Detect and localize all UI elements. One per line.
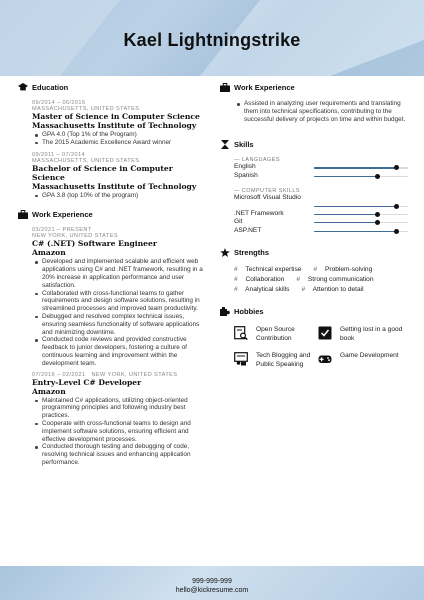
strength-item: # Strong communication — [296, 275, 374, 283]
hobbies-heading: Hobbies — [220, 306, 410, 318]
skill-level-marker — [375, 220, 380, 225]
language-skills — [220, 163, 410, 180]
work-bullet: Conducted thorough testing and debugging of code, resolving technical issues and enhancing application performance. — [42, 443, 206, 466]
work-continued-heading: Work Experience — [220, 82, 410, 94]
skill-name: .NET Framework — [234, 209, 284, 217]
skill-level-fill — [314, 176, 378, 177]
skill-level-bar — [314, 206, 408, 207]
hobby-item: Open Source Contribution — [234, 326, 324, 356]
education-heading: Education — [18, 82, 206, 94]
skill-level-marker — [394, 165, 399, 170]
hobby-item: Getting lost in a good book — [318, 326, 408, 356]
skill-row — [234, 218, 410, 227]
work-bullet: Conducted code reviews and provided constructive feedback to junior developers, fostering a culture of continuous learning and improvement within the development team. — [42, 336, 206, 367]
hourglass-icon — [220, 140, 230, 149]
company-name: Amazon — [32, 248, 66, 258]
work-bullet: Debugged and resolved complex technical issues, ensuring seamless functionality of software applications and minimizing downtime. — [42, 313, 206, 336]
skill-level-fill — [314, 167, 397, 168]
phone-number: 999-999-999 — [192, 578, 232, 585]
footer-banner — [0, 566, 424, 600]
skill-name: Git — [234, 218, 243, 226]
hobby-item: Tech Blogging and Public Speaking — [234, 352, 324, 382]
skill-level-fill — [314, 206, 397, 207]
education-dates: 09/2011 – 07/2014 — [32, 151, 86, 158]
strength-item: # Collaboration — [234, 275, 285, 283]
skill-row — [234, 172, 410, 181]
gamepad-icon — [318, 352, 332, 366]
skill-level-bar — [314, 167, 408, 168]
company-name: Amazon — [32, 386, 66, 396]
job-title: C# (.NET) Software Engineer — [32, 239, 157, 249]
star-icon — [220, 248, 230, 257]
skill-row — [234, 163, 410, 172]
skill-level-bar — [314, 231, 408, 232]
hobby-item: Game Development — [318, 352, 408, 382]
computer-skills — [220, 194, 410, 236]
work-entry — [18, 372, 206, 467]
book-icon — [318, 326, 332, 340]
skill-level-fill — [314, 231, 397, 232]
work-location: NEW YORK, UNITED STATES — [32, 233, 118, 240]
work-entry — [18, 227, 206, 367]
blog-speech-icon — [234, 352, 248, 366]
work-bullet: Collaborated with cross-functional teams to gather requirements and design software solutions, resulting in streamlined processes and improved team productivity. — [42, 290, 206, 313]
skill-name: Microsoft Visual Studio — [234, 193, 301, 201]
skill-level-bar — [314, 176, 408, 177]
work-bullet: Developed and implemented scalable and efficient web applications using C# and .NET framework, resulting in a 20% increase in application performance and user satisfaction. — [42, 258, 206, 289]
skill-row — [234, 227, 410, 236]
strength-item: # Analytical skills — [234, 285, 290, 293]
skill-name: ASP.NET — [234, 226, 262, 234]
left-column — [18, 82, 206, 467]
education-location: MASSACHUSETTS, UNITED STATES — [32, 157, 140, 164]
skill-name: Spanish — [234, 171, 258, 179]
strengths-heading: Strengths — [220, 247, 410, 259]
strengths-list — [234, 265, 410, 294]
skills-heading: Skills — [220, 139, 410, 151]
email-address: hello@kickresume.com — [175, 587, 249, 594]
skill-name: English — [234, 163, 256, 171]
education-bullet: The 2015 Academic Excellence Award winner — [42, 139, 206, 147]
school-name: Massachusetts Institute of Technology — [32, 181, 197, 191]
education-entry — [18, 152, 206, 200]
hobbies-grid — [220, 324, 410, 384]
skill-level-fill — [314, 214, 378, 215]
education-location: MASSACHUSETTS, UNITED STATES — [32, 106, 140, 112]
candidate-name: Kael Lightningstrike — [123, 30, 301, 50]
strength-item: # Technical expertise — [234, 266, 302, 274]
right-column — [220, 82, 410, 384]
header-banner — [0, 0, 424, 76]
skill-level-fill — [314, 222, 378, 223]
briefcase-icon — [220, 83, 230, 92]
skill-level-bar — [314, 222, 408, 223]
skill-level-bar — [314, 214, 408, 215]
skill-level-marker — [394, 204, 399, 209]
code-search-icon — [234, 326, 248, 340]
school-name: Massachusetts Institute of Technology — [32, 121, 197, 130]
languages-label: — LANGUAGES — [234, 157, 280, 164]
skill-level-marker — [375, 174, 380, 179]
work-location: NEW YORK, UNITED STATES — [91, 371, 178, 378]
graduation-cap-icon — [18, 83, 28, 92]
skill-row — [234, 210, 410, 219]
education-bullet: GPA 4.0 (Top 1% of the Program) — [42, 131, 206, 139]
work-bullet: Cooperate with cross-functional teams to design and implement software solutions, ensuring efficient and effective development processes. — [42, 420, 206, 443]
work-bullet: Maintained C# applications, utilizing object-oriented programming principles and following industry best practices. — [42, 397, 206, 420]
work-bullet: Assisted in analyzing user requirements and translating them into technical specifications, contributing to the successful delivery of projects on time and within budget. — [244, 100, 410, 123]
skill-level-marker — [375, 212, 380, 217]
job-title: Entry-Level C# Developer — [32, 377, 142, 387]
education-dates: 09/2014 – 06/2016 — [32, 100, 86, 106]
skill-row — [234, 194, 410, 210]
skill-level-marker — [394, 229, 399, 234]
work-dates: 07/2016 – 02/2021 — [32, 371, 86, 378]
degree-title: Master of Science in Computer Science — [32, 112, 200, 121]
education-bullet: GPA 3.8 (top 10% of the program) — [42, 192, 206, 200]
computer-skills-label: — COMPUTER SKILLS — [234, 187, 301, 194]
puzzle-icon — [220, 307, 230, 316]
work-dates: 03/2021 – PRESENT — [32, 227, 92, 234]
work-heading: Work Experience — [18, 209, 206, 221]
strength-item: # Attention to detail — [301, 285, 364, 293]
education-entry — [18, 100, 206, 147]
degree-title: Bachelor of Science in Computer Science — [32, 163, 173, 182]
strength-item: # Problem-solving — [313, 266, 373, 274]
briefcase-icon — [18, 210, 28, 219]
